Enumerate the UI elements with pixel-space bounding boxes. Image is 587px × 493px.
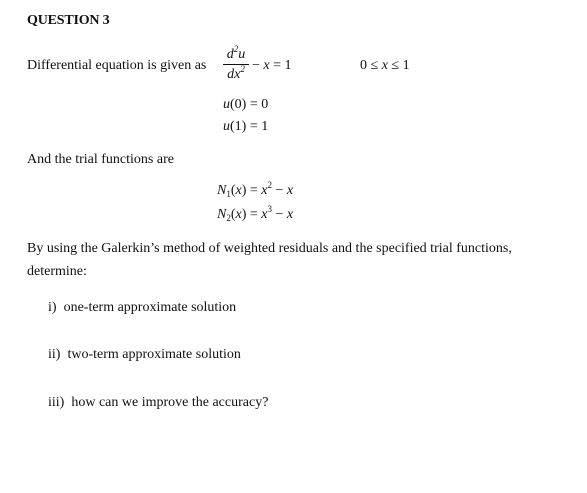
part-marker: i)	[48, 300, 57, 315]
fraction-numerator: $d^2u$	[226, 44, 246, 62]
part-marker: iii)	[48, 395, 65, 410]
fraction-denominator: $dx^2$	[227, 64, 245, 82]
trial-intro: And the trial functions are	[27, 152, 174, 167]
part-marker: ii)	[48, 347, 61, 362]
equation-domain: 0 ≤ x ≤ 1	[360, 58, 410, 73]
equation-fraction	[223, 44, 249, 82]
fraction-bar	[223, 64, 249, 65]
part-text: one-term approximate solution	[63, 300, 237, 315]
intro-text: Differential equation is given as	[27, 58, 207, 73]
instruction-line-1: By using the Galerkin’s method of weighted residuals and the specified trial functions,	[27, 241, 512, 256]
part-item	[48, 300, 236, 316]
boundary-condition-1: u(0) = 0	[223, 97, 269, 112]
trial-function-2: $N_2(x) = x^3 - x$	[217, 204, 294, 223]
trial-function-1: $N_1(x) = x^2 - x$	[217, 180, 294, 199]
part-text: how can we improve the accuracy?	[71, 395, 269, 410]
question-heading: QUESTION 3	[27, 13, 110, 28]
part-item	[48, 347, 241, 363]
part-item	[48, 395, 268, 411]
part-text: two-term approximate solution	[67, 347, 241, 362]
equation-rest: − x = 1	[252, 58, 292, 73]
instruction-line-2: determine:	[27, 264, 87, 279]
boundary-condition-2: u(1) = 1	[223, 119, 269, 134]
